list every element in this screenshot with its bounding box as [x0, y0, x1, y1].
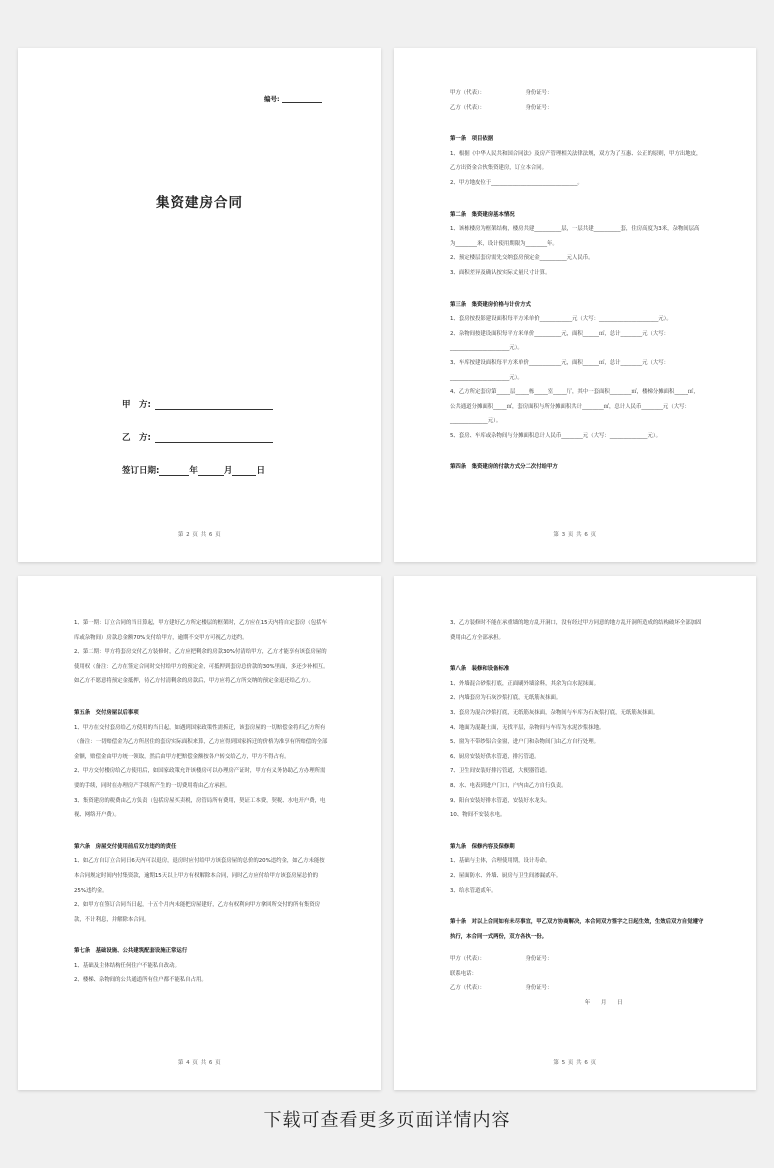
clause-text: 1、外墙混合砂浆打底，正面刷外墙涂料，其余为白水泥抹面。	[450, 680, 599, 687]
clause-text: 1、基础及主体结构任何住户不能私自改动。	[74, 962, 180, 969]
paragraph-gap	[450, 823, 704, 831]
clause-text: 4、地面为混凝土面，无找平层，杂物间与车库为水泥沙浆抹地。	[450, 724, 605, 731]
paragraph-gap	[450, 191, 704, 199]
clause-text: 1、根据《中华人民共和国合同法》及房产管理相关法律法规，双方为了互惠、公正的原则，甲方出地皮，乙方出资金合伙集资建房，订立本合同。	[450, 150, 702, 172]
page-footer: 第 3 页 共 6 页	[553, 532, 597, 538]
clause-text: 1、套房按投影建设面积每平方米单价____________元（大写：______________________元）。	[450, 316, 672, 323]
clause-text: 3、集资建房的税费由乙方负责（包括房屋买卖税，房管局所有费用，契证工本费，契税、水电开户费，电视、网络开户费）。	[74, 797, 326, 819]
clause-text: 3、给水管道贰年。	[450, 887, 497, 894]
clause-heading: 第八条 装修和设备标准	[450, 666, 510, 673]
clause-text: 2、预定楼层套房需先交纳套房预定金__________元人民币。	[450, 255, 594, 262]
paragraph-gap	[450, 645, 704, 653]
clause-heading: 第二条 集资建房基本情况	[450, 211, 515, 218]
year-label: 年	[189, 466, 198, 476]
clause-text: 2、楼梯、杂物间的公共通道所有住户都不能私自占用。	[74, 977, 207, 984]
paragraph-gap	[74, 823, 329, 831]
clause-text: 2、甲方交付楼房给乙方使用后，如国家政策允许该楼房可以办理房产证时，甲方有义务协助乙方办理所需要的手续，同时在办理房产手续所产生的一切费用将由乙方承担。	[74, 768, 326, 789]
clause-text: 2、第二期：甲方将套房交付乙方装修时，乙方应把剩余的房款30%付清给甲方，乙方才能享有该套房屋的使用权（备注：乙方在签定合同时交付给甲方的预定金，可抵押到套房总价款的30%里面，多还少补相互。如乙方不愿意将预定金抵押，待乙方付清剩余的房款后，甲方应将乙方所交纳的预定金退还给乙方）。	[74, 649, 329, 685]
clause-text: 2、杂物间按建设面积每平方米单价__________元，面积______㎡，总计________元（大写：______________________元）。	[450, 330, 670, 352]
clause-text: 甲方（代表）： 身份证号：	[450, 956, 553, 963]
clause-text: 2、如甲方在签订合同当日起，十五个月内未能把房屋建好，乙方有权利向甲方拿回所交付的所有集资房款，不计利息，并解除本合同。	[74, 902, 321, 923]
clause-text: 2、甲方地皮位于________________________________。	[450, 179, 583, 186]
paragraph-gap	[450, 115, 704, 123]
clause-text: 2、内墙套房为石灰沙浆打底，无纸筋灰抹面。	[450, 695, 562, 702]
clause-heading: 第十条 对以上合同如有未尽事宜，甲乙双方协商解决，本合同双方签字之日起生效，生效后双方自觉遵守执行，本合同一式两份，双方各执一份。	[450, 919, 704, 940]
day-blank	[232, 466, 256, 476]
clause-text: 1、基础与主体，合理使用期，设计寿命。	[450, 858, 551, 865]
paragraph-gap	[74, 689, 329, 697]
clause-heading: 第七条 基础设施、公共建筑配套设施正常运行	[74, 948, 188, 955]
contract-number-label: 编号:	[264, 95, 280, 103]
party-b-label: 乙 方:	[122, 433, 151, 443]
clause-text: 7、卫生间安装好排污管道，大便器管道。	[450, 768, 551, 775]
contract-page-2	[394, 48, 756, 562]
page-footer: 第 4 页 共 6 页	[177, 1060, 222, 1066]
paragraph-gap	[450, 281, 704, 289]
sign-date-field	[122, 464, 265, 476]
clause-heading: 第五条 交付房屋以后事项	[74, 709, 139, 716]
page-footer: 第 5 页 共 6 页	[553, 1060, 597, 1066]
contract-number-field	[264, 94, 322, 103]
month-blank	[198, 466, 224, 476]
clause-text: 9、阳台安装好排水管道，安装好水龙头。	[450, 797, 551, 804]
clause-text: 3、套房为混合沙浆打底，无纸筋灰抹面，杂物间与车库为石灰浆打底，无纸筋灰抹面。	[450, 709, 659, 716]
clause-text: 5、窗为不带纱铝合金窗，进户门和杂物间门由乙方自行处理。	[450, 739, 599, 746]
clause-text: 6、厨房安装好供水管道，排污管道。	[450, 753, 540, 760]
clause-heading: 第一条 项目依据	[450, 136, 494, 143]
party-a-blank	[155, 400, 273, 410]
sign-date-label: 签订日期:	[122, 466, 160, 476]
day-label: 日	[256, 466, 265, 476]
clause-heading: 第六条 房屋交付使用前后双方违约的责任	[74, 843, 177, 850]
contract-number-blank	[282, 95, 322, 103]
clause-text: 8、水、电表到进户门口，户内由乙方自行负责。	[450, 782, 567, 789]
paragraph-gap	[450, 898, 704, 906]
contract-page-3	[18, 576, 381, 1090]
party-a-label: 甲 方:	[122, 400, 151, 410]
clause-text: 乙方（代表）： 身份证号：	[450, 104, 553, 111]
clause-text: 甲方（代表）： 身份证号：	[450, 90, 553, 96]
page-body	[74, 616, 329, 988]
contract-cover-page	[18, 48, 381, 562]
clause-text: 1、甲方在交付套房给乙方使用的当日起，如遇到国家政策性需拆迁，该套房屋的一切赔偿金将归乙方所有（备注：一切赔偿金为乙方所居住的套房实际面积来算，乙方应得到国家拆迁的价格为准享有所赔偿的全部金额，赔偿金由甲方统一领取，然后由甲方把赔偿金额按各户转交给乙方，甲方不得占有。	[74, 724, 328, 760]
contract-page-4	[394, 576, 756, 1090]
party-b-field	[122, 431, 273, 443]
download-caption: 下载可查看更多页面详情内容	[263, 1110, 511, 1131]
party-a-field	[122, 398, 273, 410]
clause-heading: 第三条 集资建房价格与计价方式	[450, 301, 531, 308]
clause-text: 10、物间不安装水电。	[450, 812, 506, 819]
clause-text: 3、面积差异及确认按实际丈量尺寸计算。	[450, 269, 551, 276]
clause-heading: 第四条 集资建房的付款方式分二次付给甲方	[450, 464, 558, 471]
document-title: 集资建房合同	[156, 195, 243, 211]
clause-heading: 第九条 保修内容及保修期	[450, 843, 515, 850]
paragraph-gap	[450, 944, 704, 952]
paragraph-gap	[450, 443, 704, 451]
clause-text: 1、如乙方自订立合同日6天内可以退房，退房时应付给甲方该套房屋的总价的20%违约金，如乙方未能按本合同规定时间内付集资款，逾期15天以上甲方有权解除本合同，同时乙方应付给甲方该套房屋总价的25%违约金。	[74, 858, 325, 894]
clause-text: 3、乙方装修时不能在承重墙的地方乱开洞口，没有经过甲方同意的地方乱开洞所造成的结构破坏全部加固费用由乙方全部承担。	[450, 620, 702, 641]
clause-text: 乙方（代表）： 身份证号：	[450, 985, 553, 992]
clause-text: 5、套房、车库或杂物间与分摊面积总计人民币________元（大写：______________元）。	[450, 432, 661, 439]
clause-text: 1、该栋楼房为框架结构，楼房共建__________层，一层共建__________套，住房高度为3米，杂物间层高为________米，设计使用期限为________年。	[450, 226, 700, 247]
clause-text: 1、第一期：订立合同的当日算起，甲方建好乙方所定楼层的框架时，乙方应在15天内将自定套房（包括车库或杂物间）房款总金额70%支付给甲方，逾期不交甲方可视乙方违约。	[74, 620, 327, 641]
month-label: 月	[223, 466, 233, 476]
clause-text: 2、屋面防水、外墙、厨房与卫生间渗漏贰年。	[450, 872, 562, 879]
year-blank	[159, 466, 189, 476]
clause-text: 联系电话：	[450, 970, 477, 977]
clause-text: 4、乙方所定套房第_____层_____栋_____室_____厅，其中一套面积________㎡，楼梯分摊面积_____㎡，公共通道分摊面积_____㎡，套房面积与所分摊面积共计________㎡，总计人民币________元（大写：______________元）。	[450, 389, 699, 425]
paragraph-gap	[74, 927, 329, 935]
party-b-blank	[155, 433, 273, 443]
page-body	[450, 616, 704, 1011]
page-body	[450, 86, 704, 475]
page-footer: 第 2 页 共 6 页	[177, 532, 222, 538]
clause-text: 年 月 日	[450, 1000, 623, 1007]
clause-text: 3、车库按建设面积每平方米单价____________元，面积______㎡，总计________元（大写：______________________元）。	[450, 359, 670, 381]
